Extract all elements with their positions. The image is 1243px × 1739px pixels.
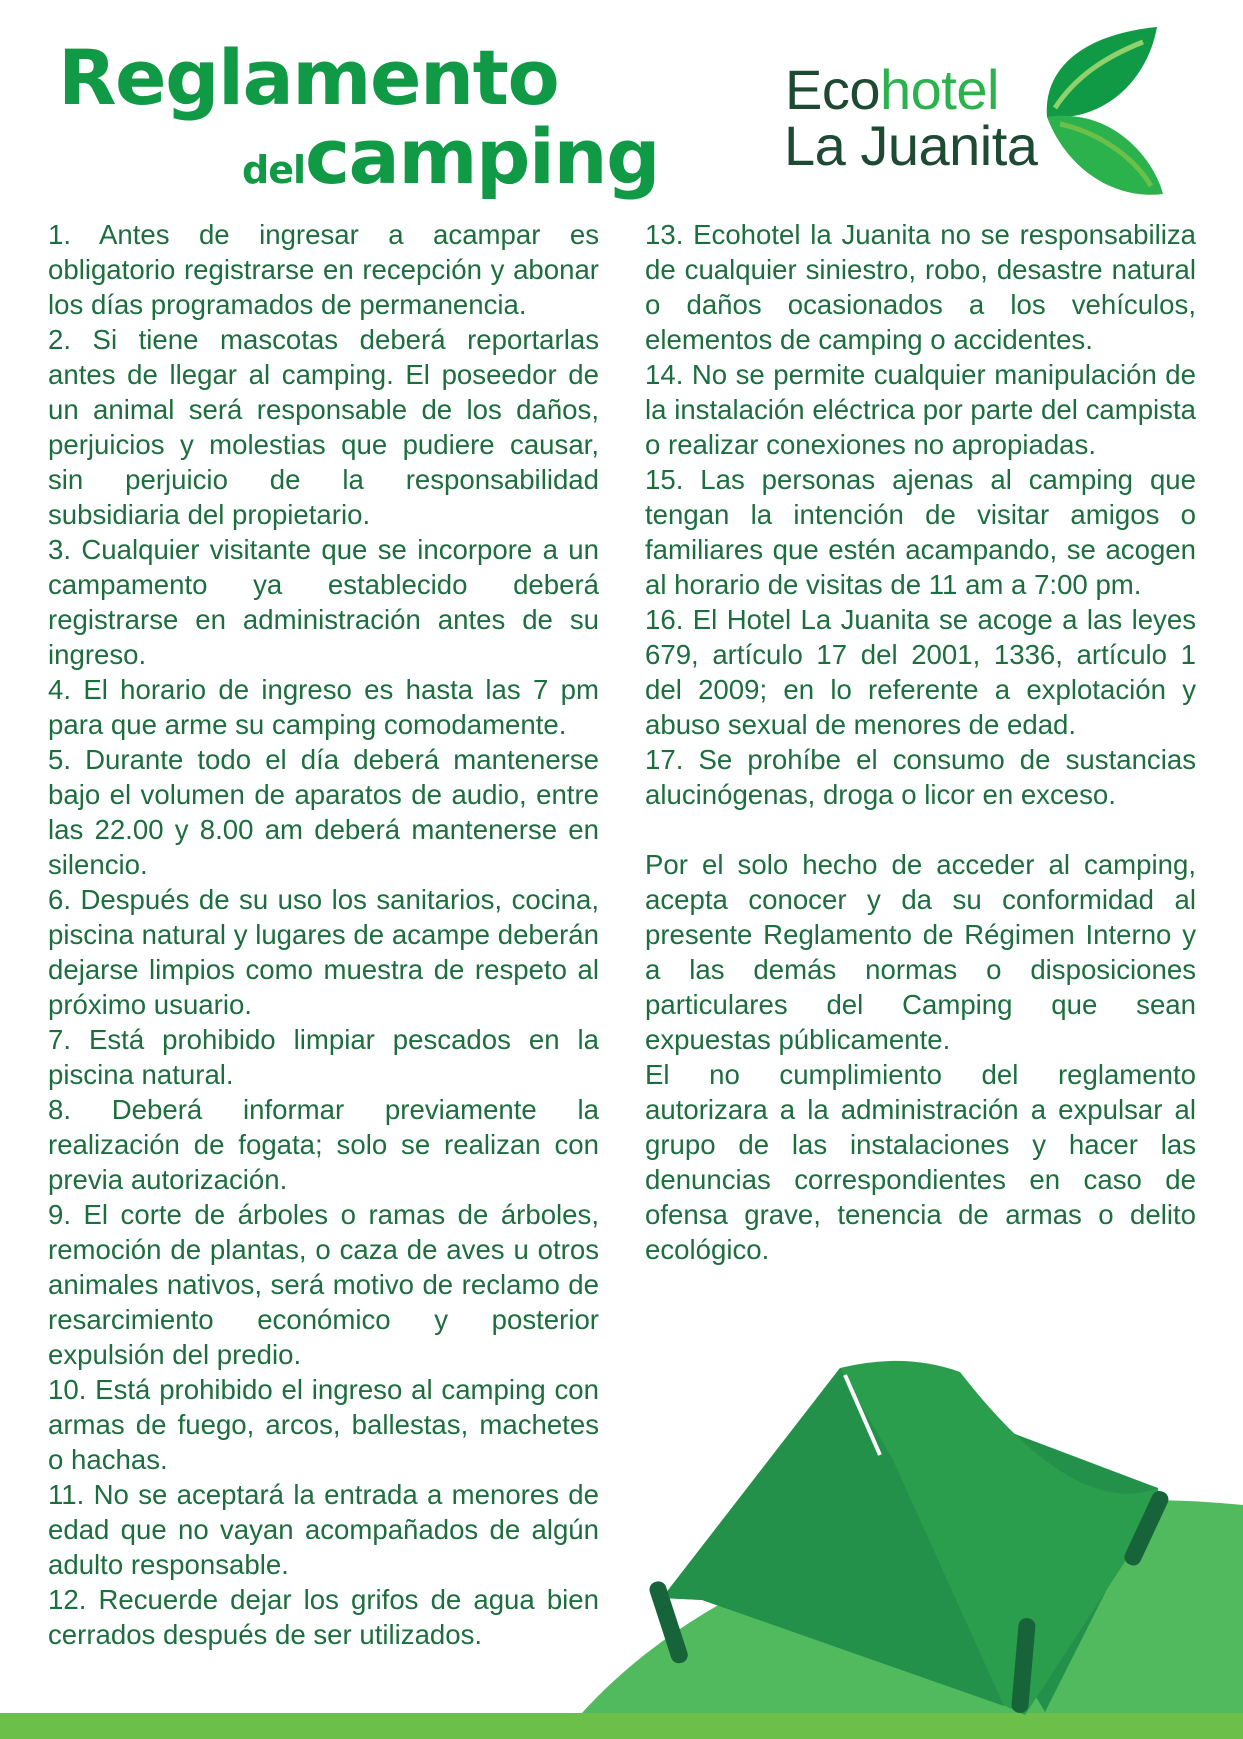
rule-item: 8. Deberá informar previamente la realización de fogata; solo se realizan con previa autorización. (48, 1094, 599, 1195)
rule-item: 2. Si tiene mascotas deberá reportarlas antes de llegar al camping. El poseedor de un animal será responsable de los daños, perjuicios y molestias que pudiere causar, sin perjuicio de la responsabilidad subsidiaria del propietario. (48, 324, 599, 530)
page-title: Reglamento (58, 33, 559, 122)
logo-hotel: hotel (880, 58, 999, 121)
rule-item: 14. No se permite cualquier manipulación de la instalación eléctrica por parte del campista o realizar conexiones no apropiadas. (645, 359, 1196, 460)
tent-pole-left (647, 1579, 689, 1665)
rule-item: 9. El corte de árboles o ramas de árboles, remoción de plantas, o caza de aves u otros animales nativos, será motivo de reclamo de resarcimiento económico y posterior expulsión del predio. (48, 1199, 599, 1370)
ground-strip (0, 1713, 1243, 1739)
rule-item: 17. Se prohíbe el consumo de sustancias alucinógenas, droga o licor en exceso. (645, 744, 1196, 810)
rule-item: 15. Las personas ajenas al camping que tengan la intención de visitar amigos o familiares que estén acampando, se acogen al horario de visitas de 11 am a 7:00 pm. (645, 464, 1196, 600)
tent-side (662, 1368, 1004, 1706)
closing-paragraph: Por el solo hecho de acceder al camping, acepta conocer y da su conformidad al presente Reglamento de Régimen Interno y a las demás normas o disposiciones particulares del Camping que sean expuestas públicamente. (645, 849, 1196, 1055)
rule-item: 5. Durante todo el día deberá mantenerse bajo el volumen de aparatos de audio, entre las 22.00 y 8.00 am deberá mantenerse en silencio. (48, 744, 599, 880)
rules-column-right (645, 217, 1196, 1267)
tent-seam (845, 1375, 880, 1455)
ecohotel-logo (785, 22, 1185, 202)
rule-item: 4. El horario de ingreso es hasta las 7 pm para que arme su camping comodamente. (48, 674, 599, 740)
tent-back-panel (840, 1368, 1158, 1712)
rule-item: 16. El Hotel La Juanita se acoge a las leyes 679, artículo 17 del 2001, 1336, artículo 1 del 2009; en lo referente a explotación y abuso sexual de menores de edad. (645, 604, 1196, 740)
rule-item: 13. Ecohotel la Juanita no se responsabiliza de cualquier siniestro, robo, desastre natural o daños ocasionados a los vehículos, elementos de camping o accidentes. (645, 219, 1196, 355)
page-subtitle (242, 112, 659, 201)
logo-line-2: La Juanita (784, 114, 1038, 177)
tent-pole-back (1122, 1488, 1171, 1568)
rule-item: 1. Antes de ingresar a acampar es obligatorio registrarse en recepción y abonar los días programados de permanencia. (48, 219, 599, 320)
logo-eco: Eco (785, 58, 880, 121)
logo-line-1 (785, 58, 999, 121)
rule-item: 6. Después de su uso los sanitarios, cocina, piscina natural y lugares de acampe deberán dejarse limpios como muestra de respeto al próximo usuario. (48, 884, 599, 1020)
tent-pole-right (1011, 1617, 1036, 1713)
tent-body (662, 1361, 1160, 1715)
rule-item: 11. No se aceptará la entrada a menores de edad que no vayan acompañados de algún adulto responsable. (48, 1479, 599, 1580)
rule-item: 12. Recuerde dejar los grifos de agua bien cerrados después de ser utilizados. (48, 1584, 599, 1650)
subtitle-big: camping (305, 112, 659, 201)
closing-paragraph: El no cumplimiento del reglamento autorizara a la administración a expulsar al grupo de las instalaciones y hacer las denuncias correspondientes en caso de ofensa grave, tenencia de armas o delito ecológico. (645, 1059, 1196, 1265)
rule-item: 10. Está prohibido el ingreso al camping con armas de fuego, arcos, ballestas, machetes o hachas. (48, 1374, 599, 1475)
hill (560, 1500, 1243, 1739)
subtitle-small: del (242, 148, 305, 192)
rule-item: 7. Está prohibido limpiar pescados en la piscina natural. (48, 1024, 599, 1090)
rule-item: 3. Cualquier visitante que se incorpore a un campamento ya establecido deberá registrarse en administración antes de su ingreso. (48, 534, 599, 670)
rules-column-left (48, 217, 599, 1652)
